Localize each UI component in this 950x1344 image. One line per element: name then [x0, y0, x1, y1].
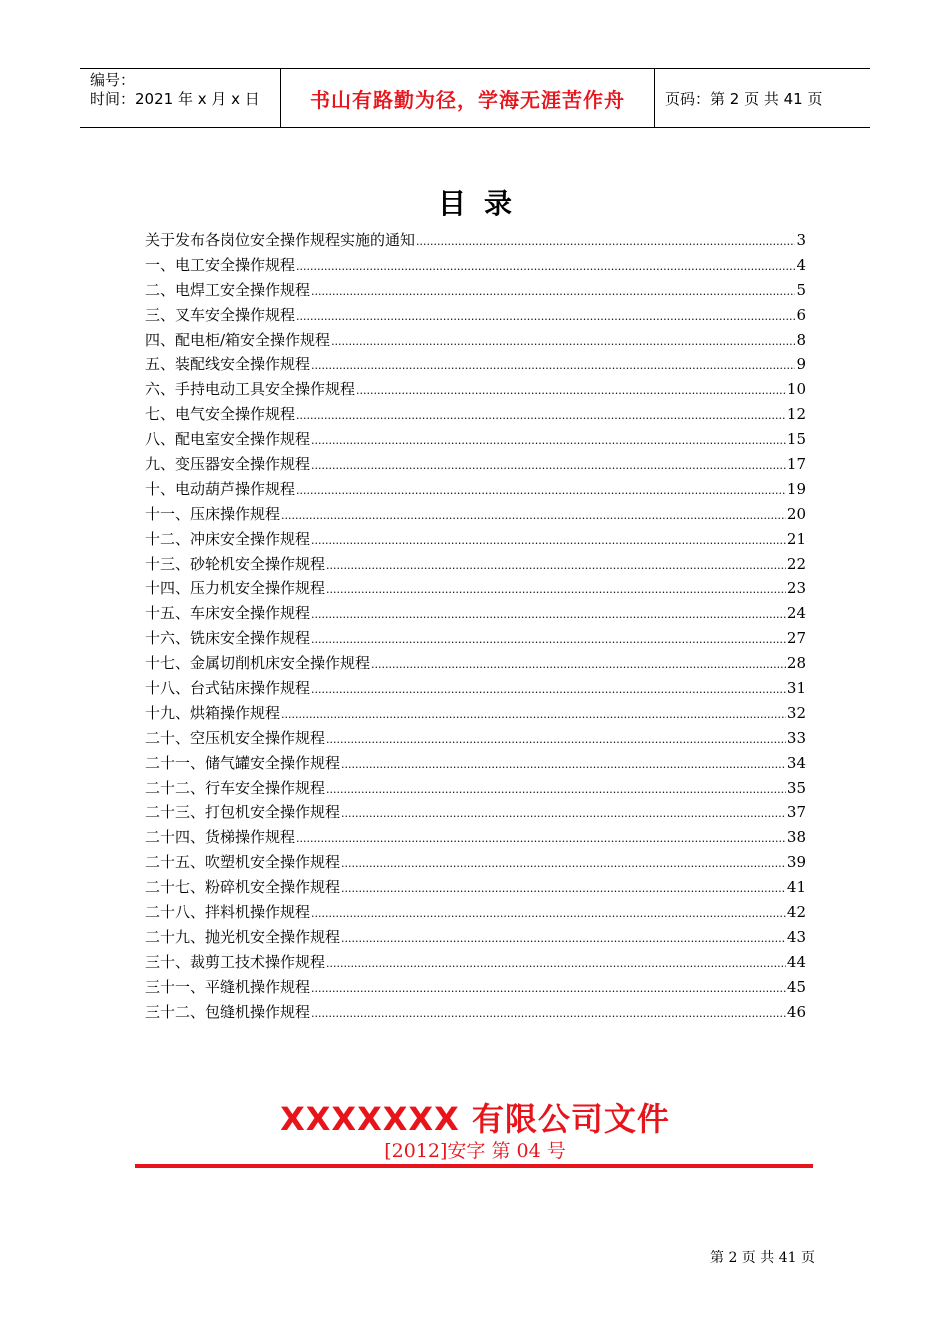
toc-dot-leader — [281, 703, 786, 728]
toc-dot-leader — [296, 255, 795, 280]
toc-entry[interactable] — [145, 427, 806, 452]
toc-entry-page: 19 — [786, 479, 806, 498]
toc-entry-title: 十六、铣床安全操作规程 — [145, 629, 311, 648]
toc-dot-leader — [341, 852, 786, 877]
toc-dot-leader — [341, 802, 786, 827]
toc-entry[interactable] — [145, 253, 806, 278]
toc-entry[interactable] — [145, 477, 806, 502]
toc-entry-title: 二十四、货梯操作规程 — [145, 828, 296, 847]
header-meta — [80, 69, 281, 127]
toc-entry[interactable] — [145, 701, 806, 726]
toc-dot-leader — [331, 330, 795, 355]
toc-entry-title: 四、配电柜/箱安全操作规程 — [145, 330, 331, 349]
toc-dot-leader — [296, 827, 786, 852]
toc-entry-title: 二十九、抛光机安全操作规程 — [145, 927, 341, 946]
toc-entry-page: 33 — [786, 728, 806, 747]
toc-entry-title: 七、电气安全操作规程 — [145, 405, 296, 424]
toc-entry[interactable] — [145, 527, 806, 552]
toc-entry-title: 十二、冲床安全操作规程 — [145, 529, 311, 548]
toc-entry-page: 32 — [786, 703, 806, 722]
toc-dot-leader — [416, 230, 795, 255]
toc-entry[interactable] — [145, 278, 806, 303]
toc-entry-title: 三、叉车安全操作规程 — [145, 305, 296, 324]
toc-entry-page: 41 — [786, 878, 806, 897]
toc-dot-leader — [371, 653, 786, 678]
toc-entry-title: 八、配电室安全操作规程 — [145, 430, 311, 449]
toc-entry-page: 27 — [786, 629, 806, 648]
toc-dot-leader — [326, 778, 786, 803]
toc-dot-leader — [311, 529, 786, 554]
toc-entry-page: 46 — [786, 1002, 806, 1021]
toc-entry-page: 22 — [786, 554, 806, 573]
toc-entry-title: 二十八、拌料机操作规程 — [145, 903, 311, 922]
toc-dot-leader — [326, 952, 786, 977]
toc-entry-page: 39 — [786, 853, 806, 872]
toc-entry[interactable] — [145, 402, 806, 427]
toc-entry-page: 34 — [786, 753, 806, 772]
toc-entry-title: 三十一、平缝机操作规程 — [145, 977, 311, 996]
toc-dot-leader — [326, 728, 786, 753]
header-page-label: 页码：第 2 页 共 41 页 — [665, 89, 823, 108]
toc-entry-page: 35 — [786, 778, 806, 797]
toc-entry[interactable] — [145, 303, 806, 328]
company-document-title: XXXXXXX 有限公司文件 — [280, 1100, 670, 1138]
page-footer: 第 2 页 共 41 页 — [710, 1250, 815, 1266]
toc-entry-page: 42 — [786, 903, 806, 922]
toc-list — [145, 228, 806, 1025]
toc-entry-title: 二十一、储气罐安全操作规程 — [145, 753, 341, 772]
toc-title: 目录 — [437, 187, 530, 220]
toc-entry-page: 15 — [786, 430, 806, 449]
toc-entry-page: 10 — [786, 380, 806, 399]
toc-entry[interactable] — [145, 925, 806, 950]
toc-dot-leader — [326, 578, 786, 603]
toc-entry-title: 三十、裁剪工技术操作规程 — [145, 952, 326, 971]
toc-entry-title: 二十三、打包机安全操作规程 — [145, 803, 341, 822]
header-motto: 书山有路勤为径，学海无涯苦作舟 — [281, 69, 655, 127]
toc-entry[interactable] — [145, 601, 806, 626]
toc-entry-title: 十八、台式钻床操作规程 — [145, 679, 311, 698]
toc-entry-title: 十三、砂轮机安全操作规程 — [145, 554, 326, 573]
toc-entry-title: 十四、压力机安全操作规程 — [145, 579, 326, 598]
toc-entry-page: 6 — [796, 305, 806, 324]
toc-entry-page: 20 — [786, 504, 806, 523]
toc-entry[interactable] — [145, 850, 806, 875]
toc-entry-title: 六、手持电动工具安全操作规程 — [145, 380, 356, 399]
toc-dot-leader — [281, 504, 786, 529]
toc-entry-page: 21 — [786, 529, 806, 548]
toc-entry-title: 十五、车床安全操作规程 — [145, 604, 311, 623]
document-number: [2012]安字 第 04 号 — [384, 1140, 566, 1162]
toc-entry-page: 43 — [786, 927, 806, 946]
toc-entry[interactable] — [145, 950, 806, 975]
date-label: 时间：2021 年 x 月 x 日 — [90, 90, 260, 108]
toc-entry[interactable] — [145, 377, 806, 402]
toc-entry-page: 23 — [786, 579, 806, 598]
toc-dot-leader — [311, 678, 786, 703]
toc-entry[interactable] — [145, 975, 806, 1000]
toc-entry[interactable] — [145, 900, 806, 925]
toc-entry-page: 3 — [796, 231, 806, 249]
toc-dot-leader — [311, 280, 795, 305]
toc-dot-leader — [311, 429, 786, 454]
toc-entry[interactable] — [145, 576, 806, 601]
toc-entry[interactable] — [145, 676, 806, 701]
toc-entry[interactable] — [145, 875, 806, 900]
toc-entry-title: 十七、金属切削机床安全操作规程 — [145, 654, 371, 673]
toc-entry-title: 二十五、吹塑机安全操作规程 — [145, 853, 341, 872]
toc-dot-leader — [341, 927, 786, 952]
toc-entry-title: 二十二、行车安全操作规程 — [145, 778, 326, 797]
toc-entry[interactable] — [145, 825, 806, 850]
toc-entry-page: 37 — [786, 803, 806, 822]
toc-entry-page: 45 — [786, 977, 806, 996]
toc-dot-leader — [356, 379, 786, 404]
toc-entry-page: 38 — [786, 828, 806, 847]
toc-entry-title: 三十二、包缝机操作规程 — [145, 1002, 311, 1021]
toc-entry[interactable] — [145, 751, 806, 776]
toc-dot-leader — [311, 1002, 786, 1027]
toc-dot-leader — [311, 354, 795, 379]
toc-entry-page: 28 — [786, 654, 806, 673]
serial-label: 编号： — [90, 71, 136, 89]
toc-entry[interactable] — [145, 651, 806, 676]
toc-entry-page: 24 — [786, 604, 806, 623]
toc-entry-title: 十九、烘箱操作规程 — [145, 703, 281, 722]
toc-entry-page: 9 — [796, 355, 806, 374]
toc-entry-title: 十一、压床操作规程 — [145, 504, 281, 523]
toc-entry[interactable] — [145, 776, 806, 801]
toc-dot-leader — [326, 554, 786, 579]
toc-dot-leader — [311, 454, 786, 479]
toc-entry[interactable] — [145, 502, 806, 527]
toc-entry[interactable] — [145, 1000, 806, 1025]
toc-entry[interactable] — [145, 352, 806, 377]
toc-entry-title: 十、电动葫芦操作规程 — [145, 479, 296, 498]
toc-entry-title: 二十七、粉碎机安全操作规程 — [145, 878, 341, 897]
toc-entry-title: 二十、空压机安全操作规程 — [145, 728, 326, 747]
toc-entry[interactable] — [145, 800, 806, 825]
toc-entry-title: 五、装配线安全操作规程 — [145, 355, 311, 374]
toc-entry-title: 二、电焊工安全操作规程 — [145, 280, 311, 299]
toc-entry-title: 一、电工安全操作规程 — [145, 255, 296, 274]
red-divider — [135, 1164, 813, 1168]
toc-dot-leader — [311, 902, 786, 927]
toc-dot-leader — [311, 603, 786, 628]
page-header — [80, 68, 870, 128]
toc-dot-leader — [341, 877, 786, 902]
toc-entry[interactable] — [145, 228, 806, 253]
toc-entry-page: 17 — [786, 455, 806, 474]
toc-entry-page: 44 — [786, 952, 806, 971]
toc-dot-leader — [296, 479, 786, 504]
toc-dot-leader — [311, 977, 786, 1002]
toc-dot-leader — [296, 305, 795, 330]
toc-dot-leader — [311, 628, 786, 653]
toc-entry[interactable] — [145, 552, 806, 577]
toc-entry-page: 8 — [796, 330, 806, 349]
toc-entry-title: 九、变压器安全操作规程 — [145, 455, 311, 474]
toc-entry[interactable] — [145, 726, 806, 751]
toc-entry[interactable] — [145, 452, 806, 477]
toc-dot-leader — [341, 753, 786, 778]
toc-entry[interactable] — [145, 328, 806, 353]
toc-entry-page: 12 — [786, 405, 806, 424]
toc-entry[interactable] — [145, 626, 806, 651]
toc-entry-page: 4 — [796, 255, 806, 274]
toc-entry-page: 5 — [796, 280, 806, 299]
toc-dot-leader — [296, 404, 786, 429]
toc-entry-page: 31 — [786, 679, 806, 698]
toc-entry-title: 关于发布各岗位安全操作规程实施的通知 — [145, 231, 416, 249]
